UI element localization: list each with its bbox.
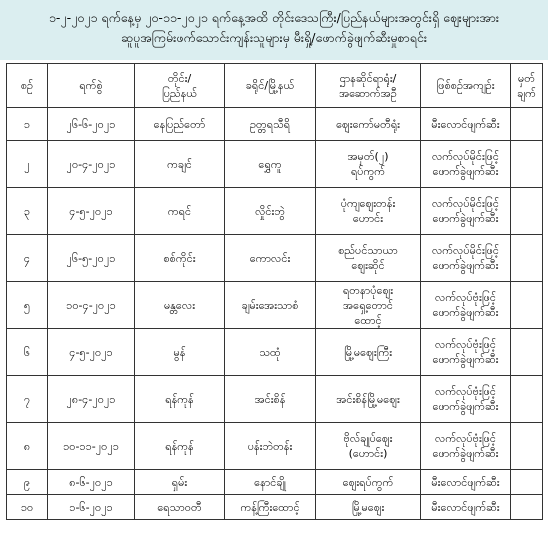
cell-cause-line: မီးလောင်ဖျက်ဆီး — [431, 117, 500, 131]
header-office-line-1: ဌာနဆိုင်ရာရုံး/ — [339, 71, 397, 85]
cell-region: မွန် — [135, 329, 225, 376]
cell-office-line: ရတနာပုံဈေး — [342, 283, 394, 297]
cell-remark — [511, 235, 543, 282]
cell-town: ချမ်းအေးသာစံ — [225, 282, 316, 329]
header-cause: ဖြစ်စဉ်အကျဉ်း — [421, 64, 511, 108]
table-row — [7, 495, 543, 520]
cell-office-line: (ဟောင်း) — [348, 447, 388, 460]
cell-date: ၂၆-၆-၂၀၂၁ — [48, 108, 135, 141]
cell-office-line: ပုံကျဈေးတန်း — [340, 197, 396, 210]
cell-office-line: စည်ပင်သာယာ — [338, 244, 398, 257]
cell-remark — [511, 282, 543, 329]
cell-region: ရှမ်း — [135, 470, 225, 495]
cell-date: ၄-၅-၂၀၂၁ — [48, 329, 135, 376]
cell-region: ရေသာဝတီ — [135, 495, 225, 520]
cell-region: ရန်ကုန် — [135, 376, 225, 423]
cell-date: ၄-၅-၂၀၂၁ — [48, 188, 135, 235]
cell-office-line: အမှတ်(၂) — [347, 150, 389, 163]
cell-date: ၈-၆-၂၀၂၁ — [48, 470, 135, 495]
header-town: ခရိုင်/မြို့နယ် — [225, 64, 316, 108]
cell-cause-line: ဖောက်ခွဲဖျက်ဆီး — [432, 447, 499, 460]
header-office-line-2: အဆောက်အဦ — [339, 86, 397, 100]
header-remark-line-1: မှတ် — [518, 71, 535, 85]
header-region-line-1: တိုင်း/ — [167, 71, 192, 85]
cell-date: ၂၀-၄-၂၀၂၁ — [48, 141, 135, 188]
cell-town: ရွှေကူ — [225, 141, 316, 188]
cell-town: လှိုင်းဘွဲ — [225, 188, 316, 235]
header-region — [135, 64, 225, 108]
cell-cause-line: ဖောက်ခွဲဖျက်ဆီး — [432, 353, 499, 366]
cell-no: ၃ — [7, 188, 48, 235]
cell-cause-line: လက်လုပ်ဗုံးဖြင့် — [435, 432, 496, 445]
table-row — [7, 376, 543, 423]
cell-region: ကချင် — [135, 141, 225, 188]
cell-office — [316, 329, 421, 376]
cell-cause-line: ဖောက်ခွဲဖျက်ဆီး — [432, 165, 499, 178]
cell-office — [316, 282, 421, 329]
table-row — [7, 282, 543, 329]
cell-office-line: အရှေ့တောင် — [343, 298, 393, 312]
cell-cause — [421, 108, 511, 141]
cell-town: သထုံ — [225, 329, 316, 376]
table-row — [7, 235, 543, 282]
cell-region: နေပြည်တော် — [135, 108, 225, 141]
header-no: စဉ် — [7, 64, 48, 108]
cell-office — [316, 108, 421, 141]
cell-no: ၈ — [7, 423, 48, 470]
cell-remark — [511, 329, 543, 376]
cell-office-line: ဟောင်း — [352, 212, 384, 225]
cell-office — [316, 470, 421, 495]
cell-office-line: ဗိုလ်ချုပ်ဈေး — [343, 432, 393, 445]
report-title — [0, 0, 548, 60]
cell-cause — [421, 470, 511, 495]
cell-office — [316, 423, 421, 470]
table-row — [7, 108, 543, 141]
cell-office — [316, 188, 421, 235]
cell-region: စစ်ကိုင်း — [135, 235, 225, 282]
cell-office-line: မြို့မဈေး — [351, 500, 385, 514]
cell-remark — [511, 470, 543, 495]
cell-no: ၇ — [7, 376, 48, 423]
cell-cause — [421, 235, 511, 282]
incident-table — [6, 63, 543, 520]
cell-town: ပန်းဘဲတန်း — [225, 423, 316, 470]
cell-cause-line: လက်လုပ်မိုင်းဖြင့် — [431, 244, 500, 257]
cell-no: ၄ — [7, 235, 48, 282]
cell-office — [316, 495, 421, 520]
title-line-1: ၁-၂-၂၀၂၁ ရက်နေ့မှ ၂၀-၁၁-၂၀၂၁ ရက်နေ့အထိ တိုင်းဒေသကြီး/ပြည်နယ်များအတွင်းရှိ ဈေးများအား — [48, 10, 500, 25]
cell-town: ဥတ္တရသီရိ — [225, 108, 316, 141]
cell-office-line: ဈေးကော်မတီရုံး — [336, 117, 400, 131]
cell-cause-line: လက်လုပ်ဗုံးဖြင့် — [435, 338, 496, 351]
cell-cause — [421, 282, 511, 329]
table-row — [7, 423, 543, 470]
cell-date: ၁၀-၁၁-၂၀၂၁ — [48, 423, 135, 470]
table-row — [7, 470, 543, 495]
cell-office — [316, 376, 421, 423]
header-remark-line-2: ချက် — [517, 86, 536, 100]
cell-no: ၁ — [7, 108, 48, 141]
cell-cause-line: ဖောက်ခွဲဖျက်ဆီး — [432, 259, 499, 272]
table-header-row — [7, 64, 543, 108]
cell-date: ၂၆-၅-၂၀၂၁ — [48, 235, 135, 282]
cell-town: ကန့်ကြီးထောင့် — [225, 495, 316, 520]
cell-cause — [421, 495, 511, 520]
cell-office-line: ဈေးဆိုင် — [351, 259, 385, 272]
cell-remark — [511, 423, 543, 470]
cell-cause-line: လက်လုပ်ဗုံးဖြင့် — [435, 385, 496, 398]
cell-office — [316, 141, 421, 188]
header-region-line-2: ပြည်နယ် — [161, 86, 198, 100]
cell-office-line: မြို့မဈေးကြီး — [343, 345, 393, 359]
table-row — [7, 188, 543, 235]
header-date: ရက်စွဲ — [48, 64, 135, 108]
cell-remark — [511, 108, 543, 141]
table-row — [7, 141, 543, 188]
cell-town: အင်းစိန် — [225, 376, 316, 423]
cell-no: ၅ — [7, 282, 48, 329]
cell-office-line: အင်းစိန်မြို့မဈေး — [336, 392, 400, 406]
cell-cause — [421, 188, 511, 235]
cell-cause — [421, 376, 511, 423]
cell-cause-line: လက်လုပ်မိုင်းဖြင့် — [431, 150, 500, 163]
cell-office — [316, 235, 421, 282]
cell-date: ၁၀-၄-၂၀၂၁ — [48, 282, 135, 329]
header-office — [316, 64, 421, 108]
cell-cause-line: ဖောက်ခွဲဖျက်ဆီး — [432, 212, 499, 225]
cell-date: ၂၈-၄-၂၀၂၁ — [48, 376, 135, 423]
cell-cause — [421, 141, 511, 188]
cell-town: နောင်ချို — [225, 470, 316, 495]
title-line-2: ဆူပူအကြမ်းဖက်သောင်းကျန်းသူများမှ မီးရှို့/ဖောက်ခွဲဖျက်ဆီးမှုစာရင်း — [120, 30, 428, 45]
cell-cause-line: မီးလောင်ဖျက်ဆီး — [431, 500, 500, 514]
table-row — [7, 329, 543, 376]
cell-cause-line: ဖောက်ခွဲဖျက်ဆီး — [432, 400, 499, 413]
cell-region: မန္တလေး — [135, 282, 225, 329]
cell-region: ရန်ကုန် — [135, 423, 225, 470]
cell-remark — [511, 188, 543, 235]
cell-cause-line: မီးလောင်ဖျက်ဆီး — [431, 475, 500, 489]
header-remark — [511, 64, 543, 108]
cell-cause-line: လက်လုပ်ဗုံးဖြင့် — [435, 291, 496, 304]
cell-remark — [511, 495, 543, 520]
cell-remark — [511, 141, 543, 188]
cell-town: ကောလင်း — [225, 235, 316, 282]
cell-office-line: ရပ်ကွက် — [350, 165, 386, 178]
cell-office-line: ထောင့် — [354, 313, 382, 327]
cell-no: ၆ — [7, 329, 48, 376]
cell-cause — [421, 423, 511, 470]
cell-remark — [511, 376, 543, 423]
cell-no: ၁၀ — [7, 495, 48, 520]
cell-office-line: ဈေးရပ်ကွက် — [342, 475, 394, 489]
cell-cause-line: လက်လုပ်မိုင်းဖြင့် — [431, 197, 500, 210]
cell-region: ကရင် — [135, 188, 225, 235]
cell-no: ၉ — [7, 470, 48, 495]
cell-date: ၁-၆-၂၀၂၁ — [48, 495, 135, 520]
cell-no: ၂ — [7, 141, 48, 188]
cell-cause — [421, 329, 511, 376]
cell-cause-line: ဖောက်ခွဲဖျက်ဆီး — [432, 306, 499, 319]
